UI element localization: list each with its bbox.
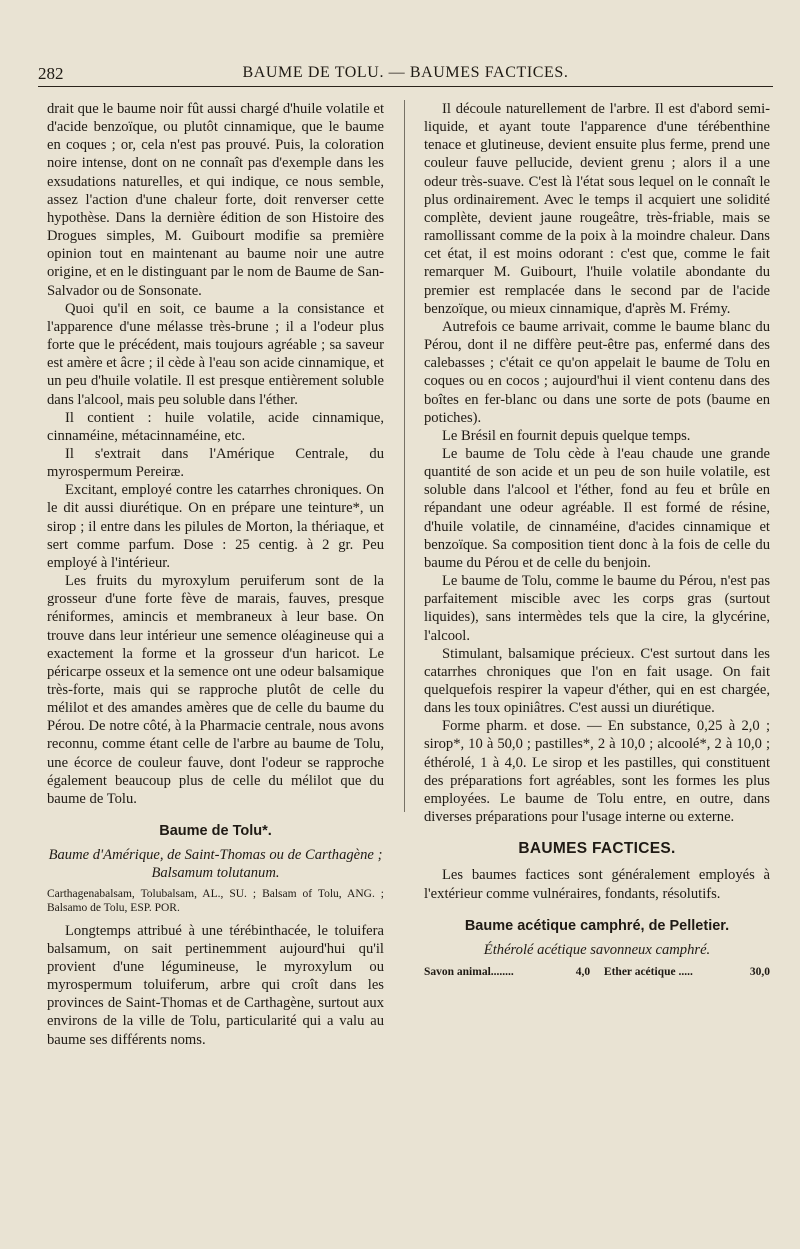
paragraph: Les baumes factices sont généralement employés à l'extérieur comme vulnéraires, fondants, résolutifs. [424, 867, 770, 902]
column-divider [404, 100, 405, 812]
recipe-heading: Baume acétique camphré, de Pelletier. [464, 917, 730, 934]
synonyms-line: Carthagenabalsam, Tolubalsam, AL., SU. ; Balsam of Tolu, ANG. ; Balsamo de Tolu, ESP. POR. [47, 887, 384, 915]
section-heading-baumes-factices: BAUMES FACTICES. [518, 840, 676, 858]
formula-quantity: 30,0 [749, 966, 770, 979]
formula-entry [604, 963, 770, 981]
paragraph: Le Brésil en fournit depuis quelque temps. [442, 427, 691, 444]
paragraph: Longtemps attribué à une térébinthacée, le toluifera balsamum, on sait pertinemment aujourd'hui qu'il provient d'une légumineuse, le myroxylum ou myrospermum toluiferum, arbre qui croît dans les provinces de Saint-Thomas et de Carthagène, surtout aux environs de la ville de Tolu, particularité qui a valu au baume ses différents noms. [47, 922, 384, 1048]
paragraph: Le baume de Tolu cède à l'eau chaude une grande quantité de son acide et un peu de son huile volatile, est soluble dans l'alcool et l'éther, fond au feu et brûle en répandant une odeur agréable. Il est formé de résine, d'huile volatile, de cinnaméine, d'acides cinnamique et benzoïque. Sa composition tient donc à la fois de celle du baume du Pérou et de celle du benjoin. [424, 445, 770, 571]
paragraph: Il découle naturellement de l'arbre. Il est d'abord semi-liquide, et ayant toute l'apparence d'une térébenthine tenace et glutineuse, devient ensuite plus ferme, prend une couleur fauve pellucide, devient grenu ; alors il a une odeur très-suave. C'est là l'état sous lequel on le connaît le plus ordinairement. Avec le temps il acquiert une solidité complète, devient jaune rougeâtre, très-friable, mais se ramollissant comme de la poix à la moindre chaleur. Dans cet état, il est moins odorant : c'est que, comme le fait remarquer M. Guibourt, l'huile volatile abondante du premier est remplacée dans le second par de l'acide benzoïque, ou mieux cinnamique, d'après M. Frémy. [424, 101, 770, 317]
section-subheading: Baume d'Amérique, de Saint-Thomas ou de Carthagène ; Balsamum tolutanum. [48, 847, 383, 882]
paragraph: Il s'extrait dans l'Amérique Centrale, du myrospermum Pereiræ. [47, 445, 384, 481]
left-column [47, 100, 384, 1049]
paragraph: Les fruits du myroxylum peruiferum sont de la grosseur d'une forte fève de marais, fauves, presque réniformes, amincis et membraneux à leur base. On trouve dans leur intérieur une semence oléagineuse qui a exactement la forme et la grosseur d'un haricot. Le péricarpe osseux et la semence ont une odeur balsamique très-forte, mais qui se rapproche plutôt de celle du mélilot et des amandes amères que de celle du baume du Pérou. De notre côté, à la Pharmacie centrale, nous avons reconnu, comme étant celle de l'arbre au baume de Tolu, une écorce de couleur fauve, dont l'odeur se rapproche également beaucoup plus de celle du mélilot que du baume de Tolu. [47, 573, 384, 807]
paragraph: Forme pharm. et dose. — En substance, 0,25 à 2,0 ; sirop*, 10 à 50,0 ; pastilles*, 2 à 10,0 ; alcoolé*, 2 à 10,0 ; éthérolé, 1 à 4,0. Le sirop et les pastilles, qui constituent des préparations fort agréables, sont les formes les plus employées. Le baume de Tolu entre, en outre, dans diverses préparations pour l'usage interne ou externe. [424, 718, 770, 826]
formula-ingredient: Savon animal........ [424, 966, 514, 979]
formula-ingredient: Ether acétique ..... [603, 966, 693, 979]
running-title: BAUME DE TOLU. — BAUMES FACTICES. [242, 64, 569, 81]
paragraph: Autrefois ce baume arrivait, comme le baume blanc du Pérou, dont il ne diffère peut-être pas, enfermé dans des calebasses ; c'était ce qu'on appelait le baume de Tolu en coques ou en cocos ; aujourd'hui il vient contenu dans des boîtes en fer-blanc ou dans une sorte de pots (baume en potiches). [424, 318, 770, 426]
paragraph: Il contient : huile volatile, acide cinnamique, cinnaméine, métacinnaméine, etc. [47, 409, 384, 444]
formula-entry [424, 963, 590, 981]
section-heading-tolu: Baume de Tolu*. [159, 823, 272, 840]
paragraph: Excitant, employé contre les catarrhes chroniques. On le dit aussi diurétique. On en prépare une teinture*, un sirop ; il entre dans les pilules de Morton, la thériaque, et sert comme parfum. Dose : 25 centig. à 2 gr. Peu employé à l'intérieur. [47, 482, 384, 571]
page-header [38, 62, 773, 87]
paragraph: drait que le baume noir fût aussi chargé d'huile volatile et d'acide benzoïque, ou plutôt cinnamique, que le baume en coques ; or, cela n'est pas prouvé. Puis, la coloration noire intense, dont on ne connaît pas d'exemple dans les exsudations naturelles, et qui indique, ce nous semble, assez l'action d'une chaleur forte, doit renverser cette hypothèse. Dans la dernière édition de son Histoire des Drogues simples, M. Guibourt modifie sa première opinion tout en maintenant au baume noir une autre origine, et en le distinguant par le nom de Baume de San-Salvador ou de Sonsonate. [47, 101, 384, 299]
formula-quantity: 4,0 [575, 966, 591, 979]
paragraph: Quoi qu'il en soit, ce baume a la consistance et l'apparence d'une mélasse très-brune ; il a l'odeur plus forte que le précédent, mais toujours agréable ; sa saveur est amère et âcre ; il cède à l'eau son acide cinnamique, et un peu d'huile volatile. Il est presque entièrement soluble dans l'alcool, mais peu soluble dans l'éther. [47, 300, 384, 408]
right-column [424, 100, 770, 981]
paragraph: Le baume de Tolu, comme le baume du Pérou, n'est pas parfaitement miscible avec les corps gras (surtout liquides), sans intermèdes tels que la cire, la glycérine, l'alcool. [424, 573, 770, 644]
formula-row [424, 963, 770, 981]
paragraph: Stimulant, balsamique précieux. C'est surtout dans les catarrhes chroniques que l'on en fait usage. On fait quelquefois respirer la vapeur d'éther, qui en est chargée, dans les toux opiniâtres. C'est aussi un diurétique. [424, 645, 770, 717]
page-number: 282 [38, 64, 64, 83]
recipe-subheading: Éthérolé acétique savonneux camphré. [483, 941, 711, 958]
